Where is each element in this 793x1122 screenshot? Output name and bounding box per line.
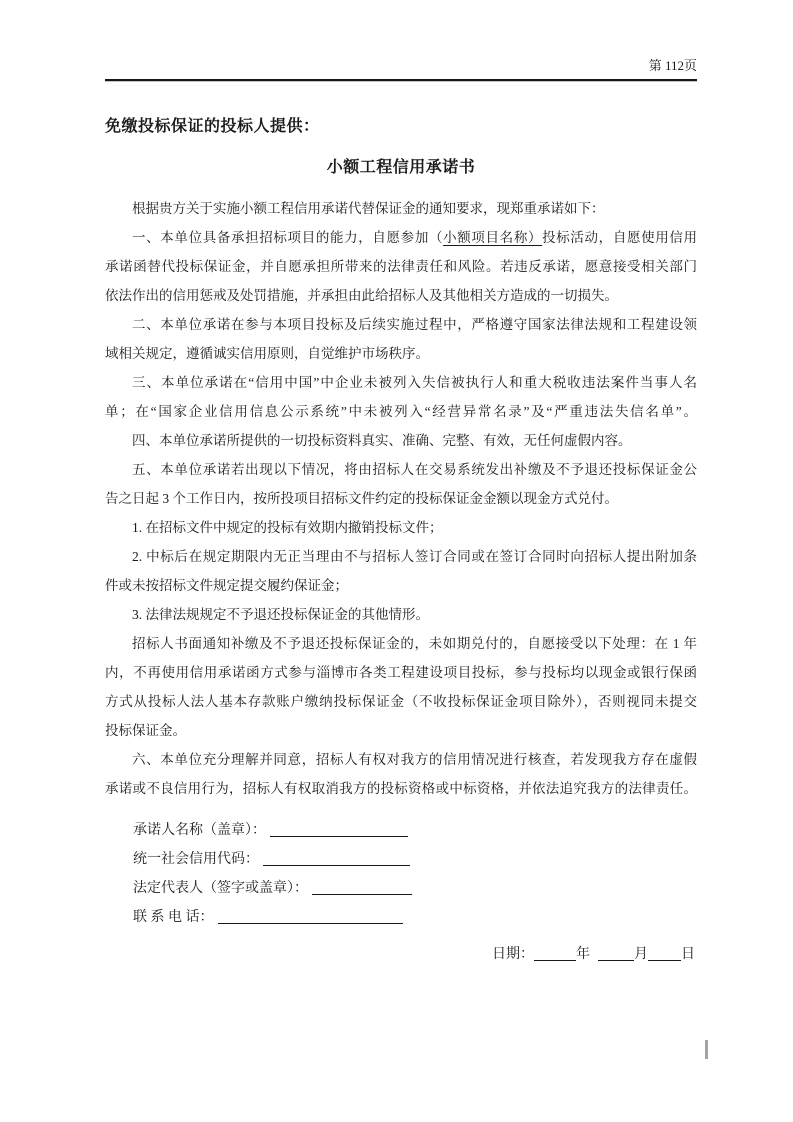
doc-line: 1. 在招标文件中规定的投标有效期内撤销投标文件； <box>132 520 443 535</box>
doc-line: 三、本单位承诺在“信用中国”中企业未被列入失信被执行人和重大税收违法案件当事人名 <box>132 375 697 390</box>
doc-line: 件或未按招标文件规定提交履约保证金； <box>105 578 348 593</box>
name-fill-in-blank <box>270 820 408 837</box>
doc-line: 二、本单位承诺在参与本项目投标及后续实施过程中，严格遵守国家法律法规和工程建设领 <box>132 317 697 332</box>
page-number: 第 112页 <box>648 58 697 73</box>
year-fill-in-blank <box>534 944 576 961</box>
doc-line: 招标人书面通知补缴及不予退还投标保证金的，未如期兑付的，自愿接受以下处理：在 1 年 <box>132 636 697 651</box>
signature-row-phone <box>105 903 697 932</box>
signature-row-name <box>105 816 697 845</box>
doc-line-clause-one <box>105 223 697 252</box>
doc-line: 告之日起 3 个工作日内，按所投项目招标文件约定的投标保证金金额以现金方式兑付。 <box>105 491 618 506</box>
date-line <box>105 940 697 969</box>
doc-line: 根据贵方关于实施小额工程信用承诺代替保证金的通知要求，现郑重承诺如下： <box>132 201 605 216</box>
page-edge-artifact <box>705 1040 708 1059</box>
project-name-blank: 小额项目名称） <box>443 230 543 245</box>
signature-row-legal-representative <box>105 874 697 903</box>
doc-line: 承诺函替代投标保证金，并自愿承担所带来的法律责任和风险。若违反承诺，愿意接受相关部门 <box>105 259 697 274</box>
doc-line: 域相关规定，遵循诚实信用原则，自觉维护市场秩序。 <box>105 346 429 361</box>
doc-line: 五、本单位承诺若出现以下情况，将由招标人在交易系统发出补缴及不予退还投标保证金公 <box>132 462 697 477</box>
doc-line: 六、本单位充分理解并同意，招标人有权对我方的信用情况进行核查，若发现我方存在虚假 <box>132 752 697 767</box>
legal-representative-fill-in-blank <box>312 878 412 895</box>
doc-line: 内，不再使用信用承诺函方式参与淄博市各类工程建设项目投标，参与投标均以现金或银行保函 <box>105 665 697 680</box>
document-content <box>105 118 697 969</box>
doc-line: 依法作出的信用惩戒及处罚措施，并承担由此给招标人及其他相关方造成的一切损失。 <box>105 288 618 303</box>
signature-row-credit-code <box>105 845 697 874</box>
doc-line: 3. 法律法规规定不予退还投标保证金的其他情形。 <box>132 607 429 622</box>
credit-code-fill-in-blank <box>263 849 410 866</box>
intro-label: 免缴投标保证的投标人提供： <box>105 118 320 135</box>
field-label: 承诺人名称（盖章）： <box>133 823 266 838</box>
doc-line: 2. 中标后在规定期限内无正当理由不与招标人签订合同或在签订合同时向招标人提出附加条 <box>132 549 697 564</box>
field-label: 联 系 电 话： <box>133 910 214 925</box>
doc-line: 承诺或不良信用行为，招标人有权取消我方的投标资格或中标资格，并依法追究我方的法律责任。 <box>105 781 697 796</box>
text-segment: 投标活动，自愿使用信用 <box>542 230 698 245</box>
doc-line: 四、本单位承诺所提供的一切投标资料真实、准确、完整、有效，无任何虚假内容。 <box>132 433 632 448</box>
phone-fill-in-blank <box>218 907 403 924</box>
doc-line: 单；在“国家企业信用信息公示系统”中未被列入“经营异常名录”及“严重违法失信名单”。 <box>105 404 697 419</box>
signature-block <box>105 816 697 932</box>
doc-line: 投标保证金。 <box>105 723 186 738</box>
header-rule <box>105 79 697 82</box>
year-suffix: 年 <box>576 947 590 962</box>
field-label: 统一社会信用代码： <box>133 852 259 867</box>
month-suffix: 月 <box>634 947 648 962</box>
month-fill-in-blank <box>598 944 634 961</box>
day-suffix: 日 <box>681 947 695 962</box>
document-body <box>105 194 697 803</box>
doc-line: 方式从投标人法人基本存款账户缴纳投标保证金（不收投标保证金项目除外），否则视同未提交 <box>105 694 697 709</box>
field-label: 法定代表人（签字或盖章）： <box>133 881 308 896</box>
day-fill-in-blank <box>648 944 681 961</box>
date-label: 日期： <box>492 947 534 962</box>
document-title: 小额工程信用承诺书 <box>326 159 476 176</box>
text-segment: 一、本单位具备承担招标项目的能力，自愿参加（ <box>132 230 444 245</box>
